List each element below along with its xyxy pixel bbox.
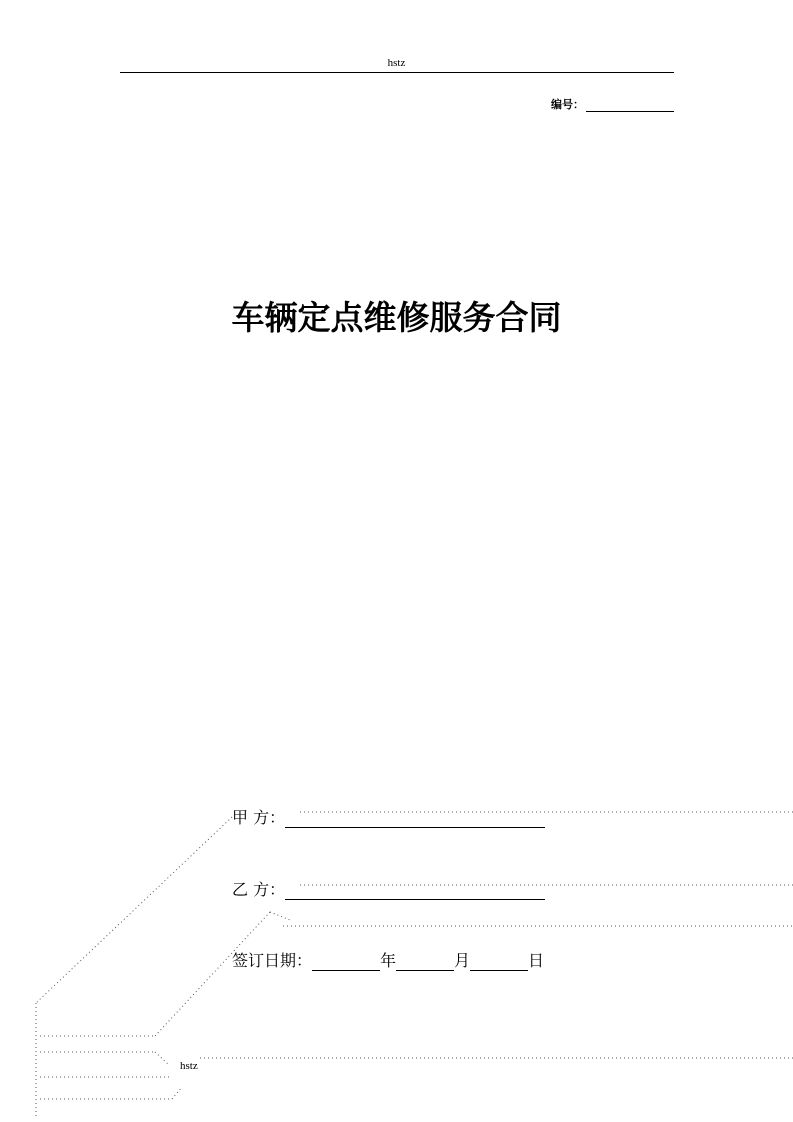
party-a-field[interactable] (285, 811, 545, 828)
sign-date-label: 签订日期： (232, 951, 313, 970)
dotted-line (155, 1052, 168, 1064)
sign-date-row (232, 948, 544, 971)
party-b-label: 乙 方： (232, 880, 286, 899)
sign-month-field[interactable] (396, 954, 454, 971)
party-a-label: 甲 方： (232, 808, 286, 827)
year-label: 年 (380, 951, 397, 970)
dotted-line (270, 912, 290, 920)
dotted-line (155, 912, 270, 1036)
month-label: 月 (454, 951, 471, 970)
page-footer-text: hstz (180, 1060, 198, 1072)
page-header-text: hstz (387, 57, 406, 69)
sign-year-field[interactable] (312, 954, 380, 971)
party-b-row (232, 877, 545, 900)
document-number-label: 编号： (551, 98, 584, 111)
sign-day-field[interactable] (470, 954, 528, 971)
day-label: 日 (528, 951, 545, 970)
party-a-row (232, 805, 545, 828)
dotted-line (36, 817, 232, 1003)
document-title: 车辆定点维修服务合同 (231, 298, 562, 337)
dotted-line (172, 1087, 182, 1099)
party-b-field[interactable] (285, 883, 545, 900)
